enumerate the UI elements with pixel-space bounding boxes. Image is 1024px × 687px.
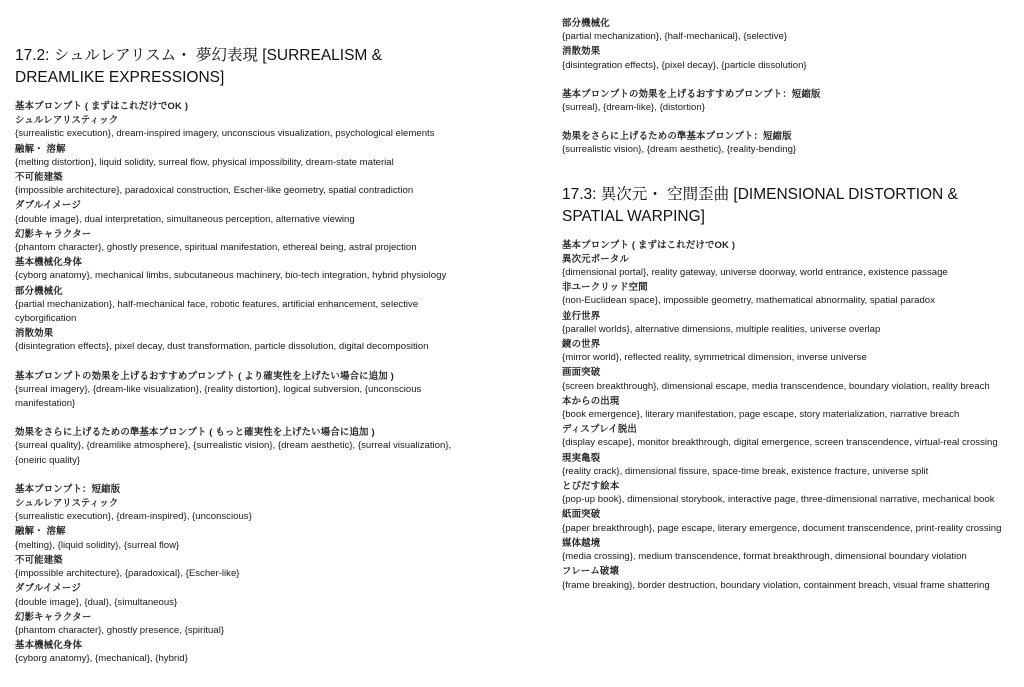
term-jp: 融解・ 溶解 <box>15 525 66 537</box>
term-en: {disintegration effects}, pixel decay, dust transformation, particle dissolution, digital decomposition <box>15 341 429 353</box>
basic-prompt-label: 基本プロンプト ( まずはこれだけでOK ) <box>562 238 736 250</box>
term-jp: 並行世界 <box>562 309 601 321</box>
term-jp: シュルレアリスティック <box>15 497 119 509</box>
section-heading-17-2: 17.2: シュルレアリスム・ 夢幻表現 [SURREALISM & DREAMLIKE EXPRESSIONS] <box>15 47 382 86</box>
section-heading-17-3: 17.3: 異次元・ 空間歪曲 [DIMENSIONAL DISTORTION & SPATIAL WARPING] <box>562 185 958 225</box>
left-column <box>15 45 475 667</box>
term-en: {surrealistic execution}, dream-inspired imagery, unconscious visualization, psychological elements <box>15 128 435 140</box>
term-jp: 不可能建築 <box>15 553 63 565</box>
term-en: {double image}, dual interpretation, simultaneous perception, alternative viewing <box>15 213 355 225</box>
term-en: {impossible architecture}, paradoxical construction, Escher-like geometry, spatial contradiction <box>15 185 414 197</box>
term-en: {mirror world}, reflected reality, symmetrical dimension, inverse universe <box>562 352 867 364</box>
term-jp: 本からの出現 <box>562 394 620 406</box>
term-jp: 幻影キャラクター <box>15 227 92 239</box>
term-en: {partial mechanization}, half-mechanical face, robotic features, artificial enhancement, selective cyborgification <box>15 298 419 325</box>
term-jp: 融解・ 溶解 <box>15 142 66 154</box>
recommended-short-text: {surreal}, {dream-like}, {distortion} <box>562 102 705 114</box>
term-en: {parallel worlds}, alternative dimensions, multiple realities, universe overlap <box>562 323 881 335</box>
term-en: {reality crack}, dimensional fissure, space-time break, existence fracture, universe split <box>562 465 929 477</box>
right-column <box>562 16 1007 593</box>
term-jp: 基本機械化身体 <box>15 256 83 268</box>
term-jp: 消散効果 <box>562 45 601 57</box>
term-en: {double image}, {dual}, {simultaneous} <box>15 596 178 608</box>
term-en: {display escape}, monitor breakthrough, digital emergence, screen transcendence, virtual-real crossing <box>562 437 998 449</box>
recommended-prompt-label: 基本プロンプトの効果を上げるおすすめプロンプト ( より確実性を上げたい場合に追加 ) <box>15 369 395 381</box>
term-jp: ダブルイメージ <box>15 199 81 211</box>
term-jp: 紙面突破 <box>562 508 601 520</box>
term-en: {screen breakthrough}, dimensional escape, media transcendence, boundary violation, reality breach <box>562 380 990 392</box>
term-en: {phantom character}, ghostly presence, spiritual manifestation, ethereal being, astral projection <box>15 242 417 254</box>
semi-basic-prompt-label: 効果をさらに上げるための準基本プロンプト ( もっと確実性を上げたい場合に追加 ) <box>15 426 375 438</box>
term-jp: 幻影キャラクター <box>15 610 92 622</box>
term-jp: 不可能建築 <box>15 171 63 183</box>
term-en: {melting distortion}, liquid solidity, surreal flow, physical impossibility, dream-state material <box>15 156 394 168</box>
term-en: {disintegration effects}, {pixel decay}, {particle dissolution} <box>562 59 807 71</box>
term-jp: フレーム破壊 <box>562 565 620 577</box>
recommended-prompt-text: {surreal imagery}, {dream-like visualization}, {reality distortion}, logical subversion, {unconscious manifestation} <box>15 383 422 410</box>
term-en: {pop-up book}, dimensional storybook, interactive page, three-dimensional narrative, mechanical book <box>562 494 995 506</box>
term-en: {media crossing}, medium transcendence, format breakthrough, dimensional boundary violation <box>562 551 967 563</box>
term-jp: シュルレアリスティック <box>15 114 119 126</box>
term-jp: 基本機械化身体 <box>15 639 83 651</box>
term-jp: 非ユークリッド空間 <box>562 281 648 293</box>
term-jp: 部分機械化 <box>15 284 63 296</box>
term-jp: ディスプレイ脱出 <box>562 423 638 435</box>
term-en: {surrealistic execution}, {dream-inspired}, {unconscious} <box>15 511 252 523</box>
term-jp: とびだす絵本 <box>562 480 620 492</box>
term-en: {paper breakthrough}, page escape, literary emergence, document transcendence, print-reality crossing <box>562 522 1002 534</box>
term-en: {partial mechanization}, {half-mechanical}, {selective} <box>562 31 788 43</box>
term-jp: 媒体越境 <box>562 536 601 548</box>
term-en: {phantom character}, ghostly presence, {spiritual} <box>15 624 225 636</box>
term-en: {non-Euclidean space}, impossible geometry, mathematical abnormality, spatial paradox <box>562 295 935 307</box>
term-en: {melting}, {liquid solidity}, {surreal flow} <box>15 539 180 551</box>
term-en: {book emergence}, literary manifestation, page escape, story materialization, narrative breach <box>562 409 960 421</box>
term-jp: 部分機械化 <box>562 17 610 28</box>
short-prompt-label: 基本プロンプト：短縮版 <box>15 482 121 494</box>
basic-prompt-label: 基本プロンプト ( まずはこれだけでOK ) <box>15 100 189 111</box>
term-jp: 消散効果 <box>15 327 54 339</box>
term-en: {cyborg anatomy}, {mechanical}, {hybrid} <box>15 653 188 665</box>
term-en: {dimensional portal}, reality gateway, universe doorway, world entrance, existence passage <box>562 267 948 279</box>
term-jp: 画面突破 <box>562 366 601 378</box>
term-jp: ダブルイメージ <box>15 582 81 594</box>
term-jp: 異次元ポータル <box>562 252 630 264</box>
term-en: {impossible architecture}, {paradoxical}, {Escher-like} <box>15 568 240 580</box>
semi-basic-short-text: {surrealistic vision}, {dream aesthetic}, {reality-bending} <box>562 144 797 156</box>
term-en: {cyborg anatomy}, mechanical limbs, subcutaneous machinery, bio-tech integration, hybrid physiology <box>15 270 447 282</box>
term-en: {frame breaking}, border destruction, boundary violation, containment breach, visual frame shattering <box>562 579 990 591</box>
recommended-short-label: 基本プロンプトの効果を上げるおすすめプロンプト：短縮版 <box>562 87 821 99</box>
term-jp: 鏡の世界 <box>562 338 601 350</box>
semi-basic-prompt-text: {surreal quality}, {dreamlike atmosphere}, {surrealistic vision}, {dream aesthetic}, {surreal visualization}, {oneiric quality} <box>15 440 452 466</box>
term-jp: 現実亀裂 <box>562 451 601 463</box>
semi-basic-short-label: 効果をさらに上げるための準基本プロンプト：短縮版 <box>562 130 792 142</box>
